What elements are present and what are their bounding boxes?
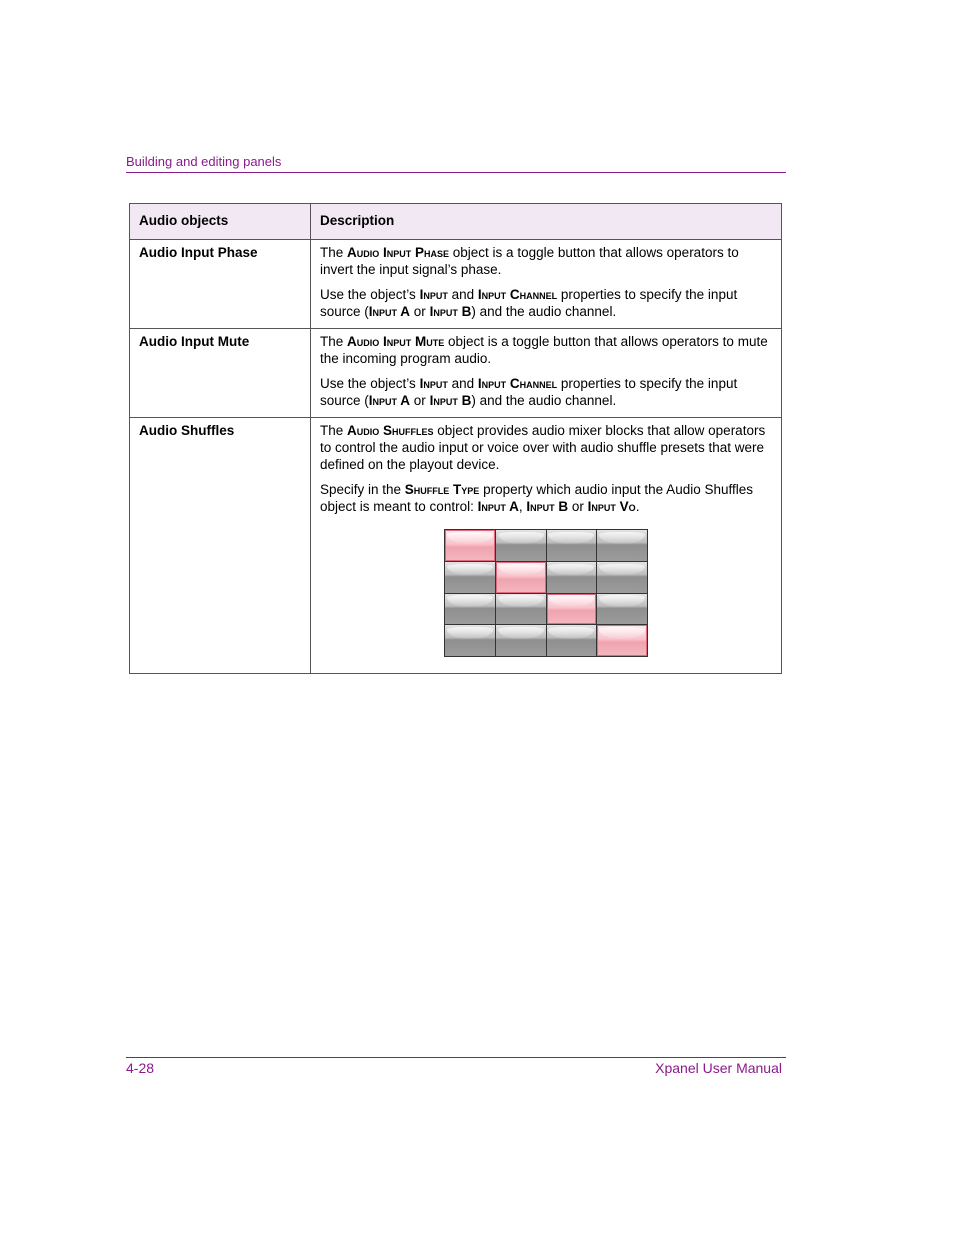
page-number: 4-28 (126, 1060, 155, 1076)
manual-title: Xpanel User Manual (655, 1060, 782, 1076)
running-header: Building and editing panels (126, 154, 282, 169)
shuffle-preset-button (445, 562, 495, 593)
description-paragraph: Use the object’s Input and Input Channel properties to specify the input source (Input A or Input B) and the audio channel. (320, 287, 738, 319)
shuffle-grid-figure (320, 523, 772, 665)
description-paragraph: Use the object’s Input and Input Channel properties to specify the input source (Input A or Input B) and the audio channel. (320, 376, 738, 408)
object-description (311, 418, 782, 674)
description-paragraph: The Audio Shuffles object provides audio mixer blocks that allow operators to control the audio input or voice over with audio shuffle presets that were defined on the playout device. (320, 423, 766, 472)
shuffle-preset-button (547, 625, 597, 656)
shuffle-preset-button (496, 625, 546, 656)
object-name: Audio Shuffles (130, 418, 311, 674)
shuffle-preset-button (597, 530, 647, 561)
shuffle-preset-button-active (597, 625, 647, 656)
description-paragraph: The Audio Input Mute object is a toggle button that allows operators to mute the incoming program audio. (320, 334, 768, 366)
object-description (311, 329, 782, 418)
description-paragraph: The Audio Input Phase object is a toggle button that allows operators to invert the input signal’s phase. (320, 245, 739, 277)
object-name: Audio Input Mute (130, 329, 311, 418)
shuffle-preset-button (496, 530, 546, 561)
shuffle-preset-button-active (547, 594, 597, 625)
footer-rule (126, 1057, 786, 1058)
table-row (130, 240, 782, 329)
object-description (311, 240, 782, 329)
table-row (130, 418, 782, 674)
shuffle-preset-button (496, 594, 546, 625)
description-paragraph: Specify in the Shuffle Type property which audio input the Audio Shuffles object is meant to control: Input A, Input B or Input Vo. (320, 482, 753, 514)
shuffle-preset-button (445, 594, 495, 625)
header-rule (126, 172, 786, 173)
shuffle-preset-button-active (496, 562, 546, 593)
shuffle-preset-button-active (445, 530, 495, 561)
column-header-audio-objects: Audio objects (130, 204, 311, 240)
object-name: Audio Input Phase (130, 240, 311, 329)
shuffle-preset-button (547, 530, 597, 561)
shuffle-preset-button (445, 625, 495, 656)
shuffle-preset-button (547, 562, 597, 593)
table-header-row (130, 204, 782, 240)
shuffle-preset-button (597, 562, 647, 593)
table-row (130, 329, 782, 418)
audio-shuffles-grid (444, 529, 648, 657)
audio-objects-table (129, 203, 782, 674)
column-header-description: Description (311, 204, 782, 240)
shuffle-preset-button (597, 594, 647, 625)
